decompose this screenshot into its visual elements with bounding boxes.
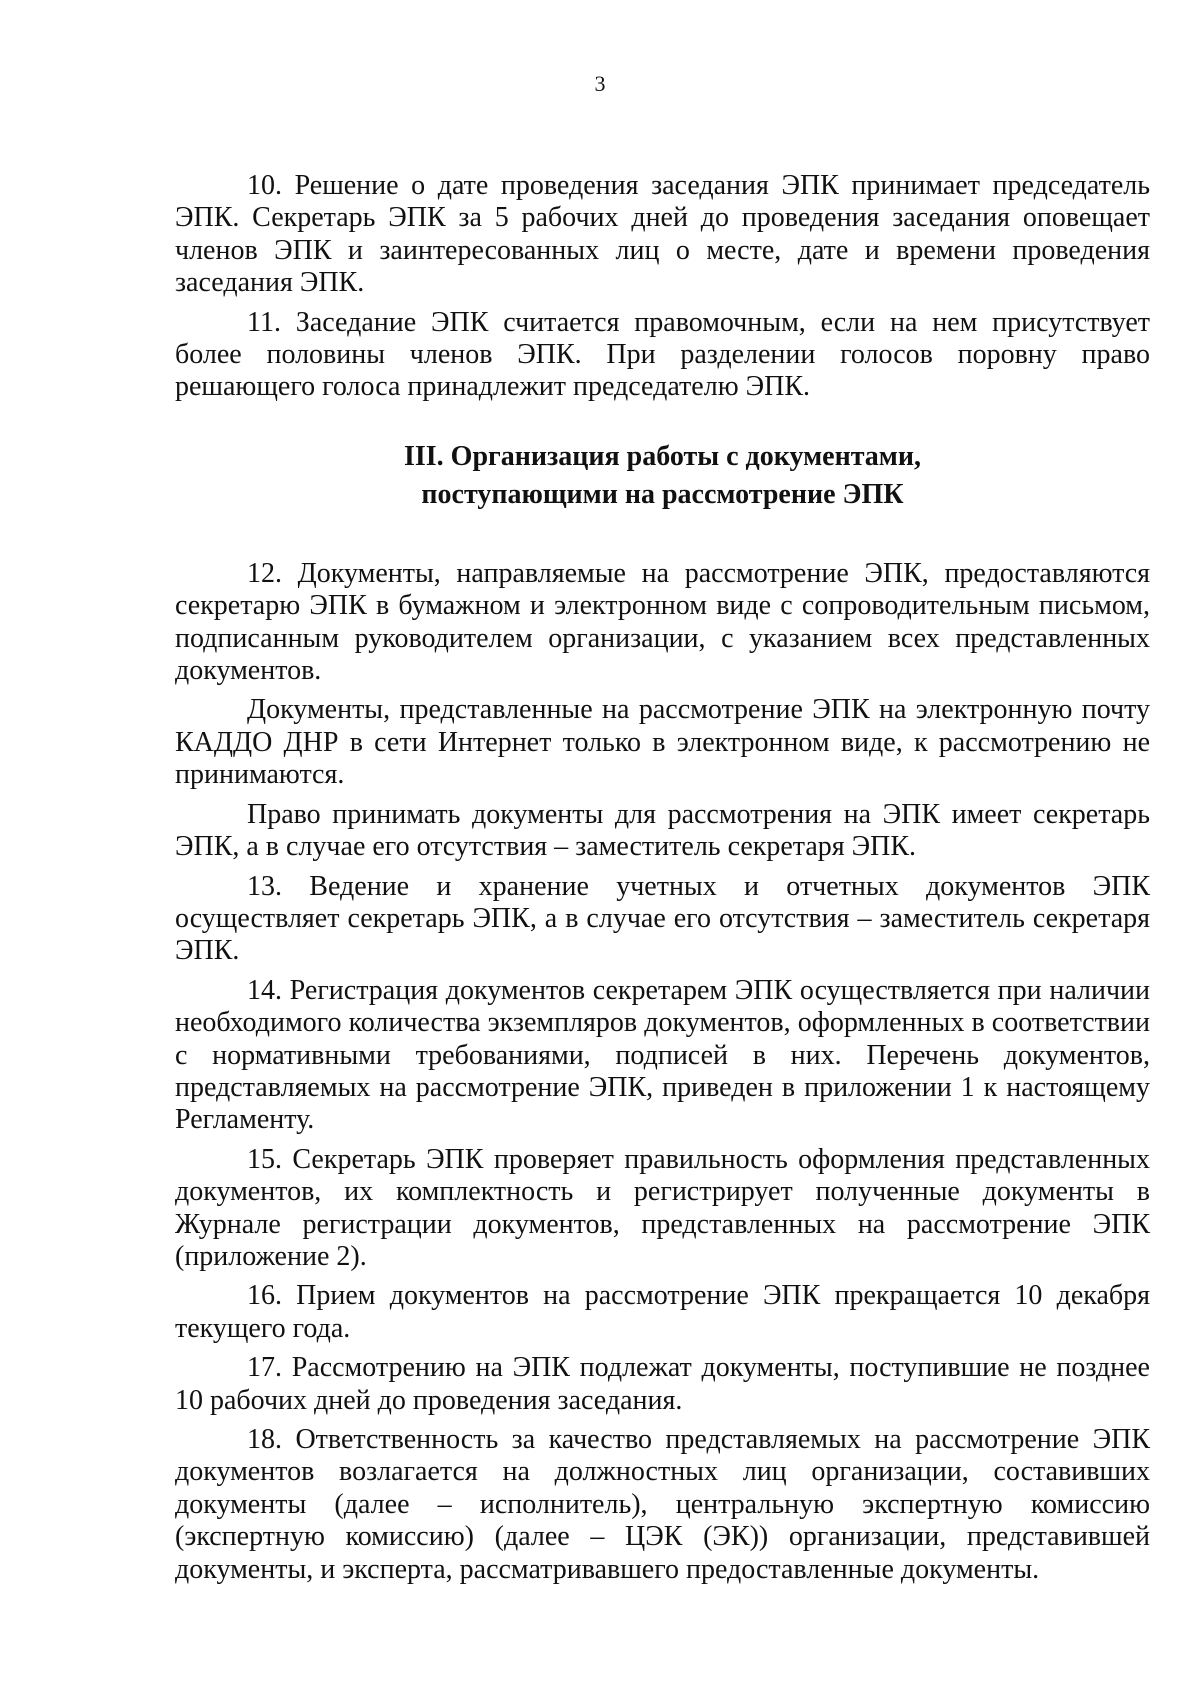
paragraph-10: 10. Решение о дате проведения заседания ЭПК принимает председатель ЭПК. Секретарь ЭПК за 5 рабочих дней до проведения заседания оповещает членов ЭПК и заинтересованных лиц о месте, дате и времени проведения заседания ЭПК. <box>175 170 1150 299</box>
paragraph-11: 11. Заседание ЭПК считается правомочным, если на нем присутствует более половины членов ЭПК. При разделении голосов поровну право решающего голоса принадлежит председателю ЭПК. <box>175 306 1150 403</box>
page-number: 3 <box>594 71 606 96</box>
paragraph-12-right: Право принимать документы для рассмотрения на ЭПК имеет секретарь ЭПК, а в случае его отсутствия – заместитель секретаря ЭПК. <box>175 798 1150 863</box>
section-heading-line-1: III. Организация работы с документами, <box>403 440 922 472</box>
document-body <box>175 170 1150 1593</box>
paragraph-15: 15. Секретарь ЭПК проверяет правильность оформления представленных документов, их комплектность и регистрирует полученные документы в Журнале регистрации документов, представленных на рассмотрение ЭПК (приложение 2). <box>175 1143 1150 1272</box>
section-heading-line-2: поступающими на рассмотрение ЭПК <box>421 478 904 510</box>
paragraph-13: 13. Ведение и хранение учетных и отчетных документов ЭПК осуществляет секретарь ЭПК, а в случае его отсутствия – заместитель секретаря ЭПК. <box>175 870 1150 967</box>
paragraph-18: 18. Ответственность за качество представляемых на рассмотрение ЭПК документов возлагается на должностных лиц организации, составивших документы (далее – исполнитель), центральную экспертную комиссию (экспертную комиссию) (далее – ЦЭК (ЭК)) организации, представившей документы, и эксперта, рассматривавшего предоставленные документы. <box>175 1424 1150 1585</box>
paragraph-12: 12. Документы, направляемые на рассмотрение ЭПК, предоставляются секретарю ЭПК в бумажном и электронном виде с сопроводительным письмом, подписанным руководителем организации, с указанием всех представленных документов. <box>175 557 1150 687</box>
paragraph-12-electronic: Документы, представленные на рассмотрение ЭПК на электронную почту КАДДО ДНР в сети Интернет только в электронном виде, к рассмотрению не принимаются. <box>175 694 1150 791</box>
section-heading <box>175 438 1150 514</box>
paragraph-14: 14. Регистрация документов секретарем ЭПК осуществляется при наличии необходимого количества экземпляров документов, оформленных в соответствии с нормативными требованиями, подписей в них. Перечень документов, представляемых на рассмотрение ЭПК, приведен в приложении 1 к настоящему Регламенту. <box>175 974 1150 1136</box>
paragraph-16: 16. Прием документов на рассмотрение ЭПК прекращается 10 декабря текущего года. <box>175 1280 1150 1344</box>
paragraph-17: 17. Рассмотрению на ЭПК подлежат документы, поступившие не позднее 10 рабочих дней до проведения заседания. <box>175 1352 1150 1416</box>
